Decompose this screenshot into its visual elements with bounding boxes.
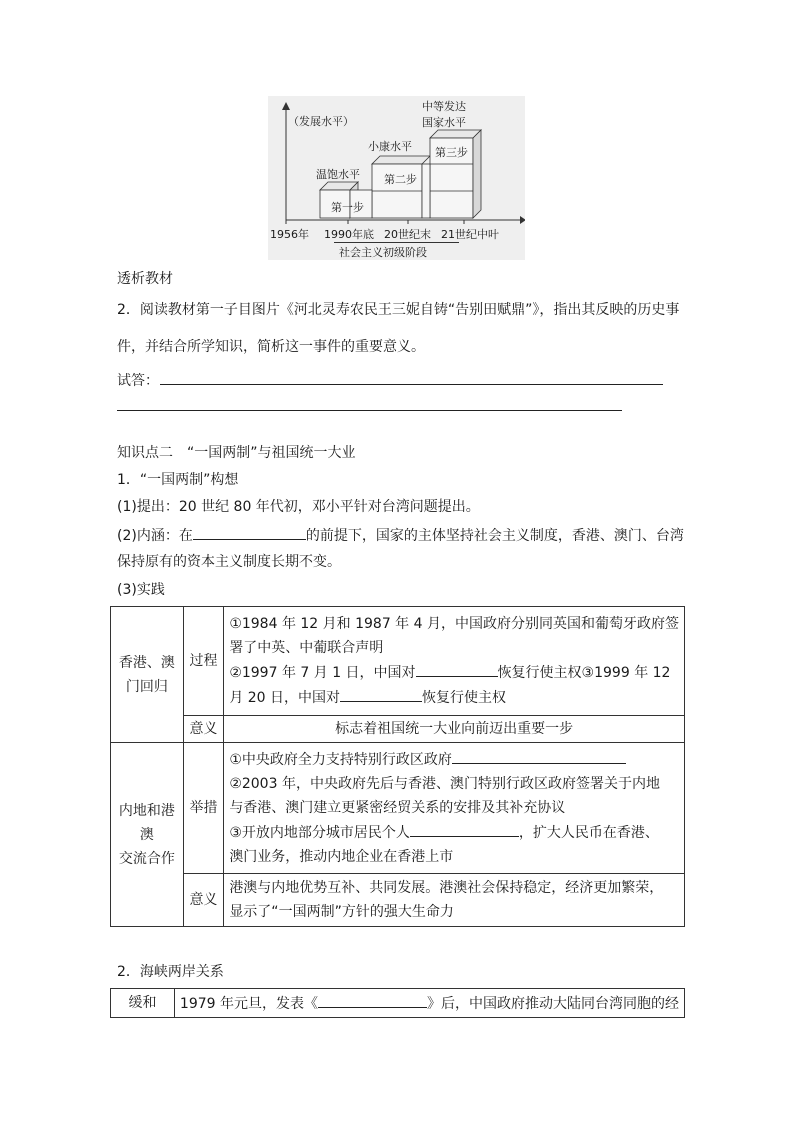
- question-2-line1: 2．阅读教材第一子目图片《河北灵寿农民王三妮自铸“告别田赋鼎”》，指出其反映的历史事: [117, 302, 680, 318]
- development-stairs-figure: [268, 96, 525, 260]
- x-tick-3: 20世纪末: [384, 228, 431, 241]
- fill-blank-message[interactable]: [318, 991, 427, 1008]
- cell-meaning-label-1: 意义: [183, 716, 224, 743]
- step-label-3: 第三步: [435, 146, 468, 159]
- practice-table: [110, 606, 685, 927]
- step-label-2: 第二步: [384, 173, 417, 186]
- cell-process-content: ①1984 年 12 月和 1987 年 4 月，中国政府分别同英国和葡萄牙政府签 署了中英、中葡联合声明 ②1997 年 7 月 1 日，中国对 恢复行使主权③1999 年 12 月 20 日，中国对 恢复行使主权: [224, 607, 685, 716]
- x-caption-bracket: [334, 242, 459, 243]
- answer-line-1[interactable]: [160, 384, 663, 385]
- answer-label: 试答：: [117, 373, 159, 389]
- cell-measures-label: 举措: [183, 743, 224, 874]
- answer-line-2[interactable]: [117, 410, 622, 411]
- level-label-3a: 中等发达: [422, 100, 466, 113]
- step-2-fill: [422, 164, 430, 218]
- level-label-3b: 国家水平: [422, 116, 466, 129]
- cell-meaning-label-2: 意义: [183, 874, 224, 927]
- x-tick-1: 1956年: [270, 228, 309, 241]
- connotation-text-a: (2)内涵：在: [117, 528, 193, 544]
- paragraph-practice: (3)实践: [117, 582, 165, 598]
- cell-meaning-1: 标志着祖国统一大业向前迈出重要一步: [224, 716, 685, 743]
- fill-blank-hongkong[interactable]: [416, 660, 498, 677]
- y-axis-arrow: [282, 102, 290, 110]
- connotation-text-b: 的前提下，国家的主体坚持社会主义制度，香港、澳门、台湾: [305, 528, 684, 544]
- subheading-2: 2．海峡两岸关系: [117, 964, 224, 980]
- cell-meaning-2: 港澳与内地优势互补、共同发展。港澳社会保持稳定，经济更加繁荣， 显示了“一国两制”方针的强大生命力: [224, 874, 685, 927]
- y-axis-label: （发展水平）: [288, 115, 354, 128]
- fill-blank-support[interactable]: [452, 747, 626, 764]
- step-2-block: [372, 156, 430, 218]
- fill-blank-premise[interactable]: [193, 525, 306, 540]
- paragraph-connotation-cont: 保持原有的资本主义制度长期不变。: [117, 554, 341, 570]
- cell-mainland-exchange: 内地和港澳 交流合作: [111, 743, 184, 927]
- x-caption: 社会主义初级阶段: [339, 246, 427, 259]
- knowledge-point-2-heading: 知识点二 “一国两制”与祖国统一大业: [117, 445, 356, 461]
- subheading-1: 1．“一国两制”构想: [117, 472, 239, 488]
- fill-blank-individual[interactable]: [410, 820, 519, 837]
- level-label-2: 小康水平: [368, 140, 412, 153]
- level-label-1: 温饱水平: [316, 168, 360, 181]
- question-2-line2: 件，并结合所学知识，简析这一事件的重要意义。: [117, 339, 425, 355]
- paragraph-connotation: [117, 525, 684, 546]
- cell-easing-content: 1979 年元旦，发表《 》后，中国政府推动大陆同台湾同胞的经: [174, 989, 684, 1018]
- step-label-1: 第一步: [331, 201, 364, 214]
- x-tick-4: 21世纪中叶: [441, 228, 499, 241]
- section-heading-analysis: 透析教材: [117, 271, 173, 287]
- cell-process-label: 过程: [183, 607, 224, 716]
- cell-measures-content: ①中央政府全力支持特别行政区政府 ②2003 年，中央政府先后与香港、澳门特别行政区政府签署关于内地 与香港、澳门建立更紧密经贸关系的安排及其补充协议 ③开放内地部分城市居民个人 ，扩大人民币在香港、 澳门业务，推动内地企业在香港上市: [224, 743, 685, 874]
- paragraph-proposal: (1)提出：20 世纪 80 年代初，邓小平针对台湾问题提出。: [117, 499, 480, 515]
- cell-hk-macau-return: 香港、澳 门回归: [111, 607, 184, 743]
- cell-easing: 缓和: [111, 989, 175, 1018]
- x-axis-arrow: [520, 216, 525, 224]
- fill-blank-macau[interactable]: [340, 685, 422, 702]
- x-tick-2: 1990年底: [324, 228, 374, 241]
- cross-strait-table: [110, 988, 685, 1018]
